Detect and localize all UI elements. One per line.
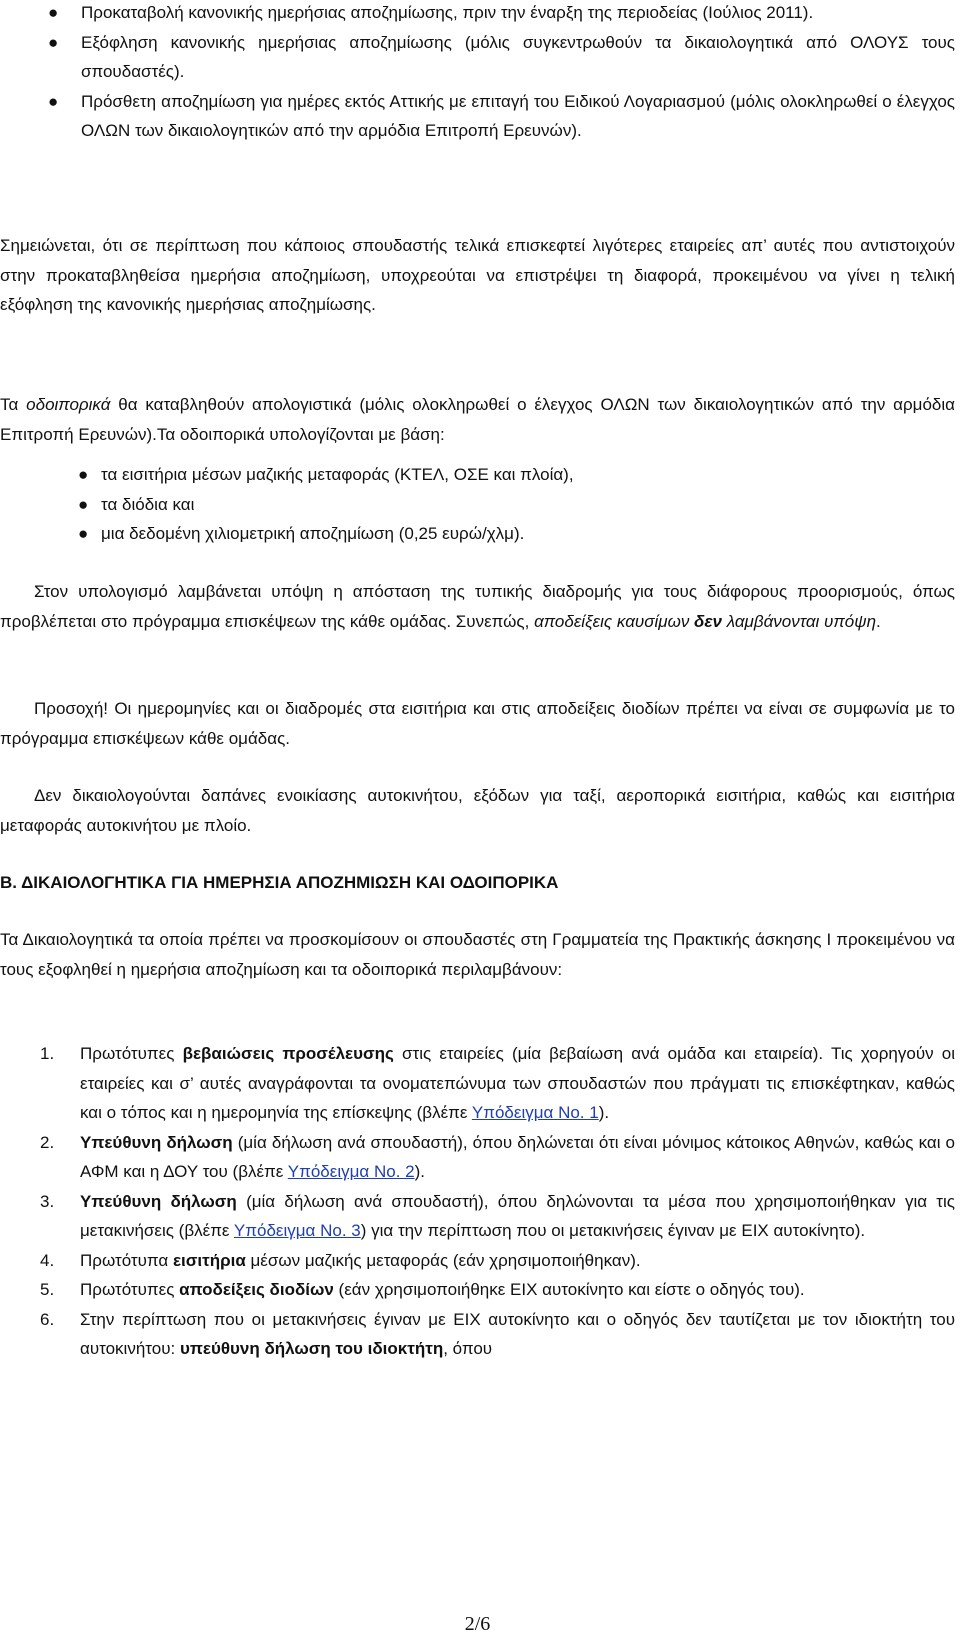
list-item-text: τα διόδια και <box>101 494 195 514</box>
list-item-text: Πρόσθετη αποζημίωση για ημέρες εκτός Αττικής με επιταγή του Ειδικού Λογαριασμού (μόλις ολοκληρωθεί ο έλεγχος ΟΛΩΝ των δικαιολογητικών από την αρμόδια Επιτροπή Ερευνών). <box>81 91 955 140</box>
note-paragraph: Σημειώνεται, ότι σε περίπτωση που κάποιος σπουδαστής τελικά επισκεφτεί λιγότερες εταιρείες απ’ αυτές που αντιστοιχούν στην προκαταβληθείσα ημερήσια αποζημίωση, υποχρεούται να επιστρέψει τη διαφορά, προκειμένου να γίνει η τελική εξόφληση της κανονικής ημερήσιας αποζημίωσης. <box>0 236 955 314</box>
list-item-text: μια δεδομένη χιλιομετρική αποζημίωση (0,25 ευρώ/χλμ). <box>101 524 525 543</box>
travel-expenses-paragraph <box>0 390 955 449</box>
template-1-link[interactable]: Υπόδειγμα No. 1 <box>471 1103 599 1122</box>
list-item-bold-text: εισιτήρια <box>172 1250 246 1270</box>
list-item <box>48 28 955 87</box>
list-item <box>48 0 955 28</box>
bullet-icon: ● <box>48 32 59 52</box>
list-item-bold-text: Υπεύθυνη δήλωση <box>80 1191 237 1211</box>
section-heading: Β. ΔΙΚΑΙΟΛΟΓΗΤΙΚΑ ΓΙΑ ΗΜΕΡΗΣΙΑ ΑΠΟΖΗΜΙΩΣΗ ΚΑΙ ΟΔΟΙΠΟΡΙΚΑ <box>0 873 559 892</box>
list-item-number: 2. <box>40 1132 55 1152</box>
list-item <box>48 87 955 146</box>
payment-stages-list <box>48 0 955 146</box>
calculation-paragraph <box>0 577 955 636</box>
list-item-number: 3. <box>40 1191 55 1211</box>
list-item-4 <box>40 1246 955 1276</box>
excluded-expenses-paragraph: Δεν δικαιολογούνται δαπάνες ενοικίασης αυτοκινήτου, εξόδων για ταξί, αεροπορικά εισιτήρια, καθώς και εισιτήρια μεταφοράς αυτοκινήτου με πλοίο. <box>0 786 955 835</box>
bullet-icon: ● <box>78 465 89 484</box>
intro-paragraph: Τα Δικαιολογητικά τα οποία πρέπει να προσκομίσουν οι σπουδαστές στη Γραμματεία της Πρακτικής άσκησης Ι προκειμένου να τους εξοφληθεί η ημερήσια αποζημίωση και τα οδοιπορικά περιλαμβάνουν: <box>0 930 955 979</box>
list-item-number: 5. <box>40 1280 55 1299</box>
list-item-number: 4. <box>40 1250 55 1270</box>
paragraph-text: Τα <box>0 395 27 414</box>
strong-emphasis-text: δεν <box>694 611 723 631</box>
paragraph-text: Στον υπολογισμό λαμβάνεται υπόψη η απόσταση της τυπικής διαδρομής για τους διάφορους προορισμούς, όπως προβλέπεται στο πρόγραμμα επισκέψεων της κάθε ομάδας. Συνεπώς, <box>0 582 955 631</box>
list-item-text: μέσων μαζικής μεταφοράς (εάν χρησιμοποιήθηκαν). <box>245 1250 641 1270</box>
list-item-bold-text: βεβαιώσεις προσέλευσης <box>182 1044 394 1063</box>
list-item-text: Πρωτότυπα <box>80 1250 173 1270</box>
list-item-text: τα εισιτήρια μέσων μαζικής μεταφοράς (ΚΤΕΛ, ΟΣΕ και πλοία), <box>101 465 574 484</box>
list-item-text: Στην περίπτωση που οι μετακινήσεις έγιναν με ΕΙΧ αυτοκίνητο και ο οδηγός δεν ταυτίζεται με τον ιδιοκτήτη του αυτοκινήτου: <box>80 1309 955 1358</box>
list-item-bold-text: υπεύθυνη δήλωση του ιδιοκτήτη <box>179 1339 444 1358</box>
list-item-5 <box>40 1275 955 1305</box>
list-item <box>78 460 955 490</box>
list-item-number: 6. <box>40 1309 55 1329</box>
list-item-bold-text: Υπεύθυνη δήλωση <box>80 1132 233 1152</box>
list-item-3 <box>40 1187 955 1246</box>
template-3-link[interactable]: Υπόδειγμα No. 3 <box>233 1221 361 1240</box>
travel-basis-list <box>78 460 955 549</box>
list-item-text: Εξόφληση κανονικής ημερήσιας αποζημίωσης (μόλις συγκεντρωθούν τα δικαιολογητικά από ΟΛΟΥΣ τους σπουδαστές). <box>81 32 955 81</box>
list-item-text: Προκαταβολή κανονικής ημερήσιας αποζημίωσης, πριν την έναρξη της περιοδείας (Ιούλιος 2011). <box>81 3 814 22</box>
emphasis-text: λαμβάνονται υπόψη <box>722 611 877 631</box>
list-item-text: ) για την περίπτωση που οι μετακινήσεις έγιναν με ΕΙΧ αυτοκίνητο). <box>360 1221 866 1240</box>
list-item-text: , όπου <box>443 1339 493 1358</box>
paragraph-text: θα καταβληθούν απολογιστικά (μόλις ολοκληρωθεί ο έλεγχος ΟΛΩΝ των δικαιολογητικών από την αρμόδια Επιτροπή Ερευνών).Τα οδοιπορικά υπολογίζονται με βάση: <box>0 395 955 444</box>
list-item-text: Πρωτότυπες <box>80 1044 183 1063</box>
bullet-icon: ● <box>48 3 59 22</box>
attention-paragraph: Προσοχή! Οι ημερομηνίες και οι διαδρομές στα εισιτήρια και στις αποδείξεις διοδίων πρέπει να είναι σε συμφωνία με το πρόγραμμα επισκέψεων κάθε ομάδας. <box>0 699 955 748</box>
emphasis-text: οδοιπορικά <box>26 395 111 414</box>
template-2-link[interactable]: Υπόδειγμα No. 2 <box>287 1162 415 1181</box>
emphasis-text: αποδείξεις καυσίμων <box>534 611 695 631</box>
list-item <box>78 490 955 520</box>
bullet-icon: ● <box>78 524 89 543</box>
list-item-1 <box>40 1039 955 1128</box>
bullet-icon: ● <box>48 91 59 111</box>
list-item-text: ). <box>598 1103 610 1122</box>
list-item-text: (μία δήλωση ανά σπουδαστή), όπου δηλώνονται τα μέσα που χρησιμοποιήθηκαν για τις μετακινήσεις (βλέπε <box>80 1191 955 1240</box>
bullet-icon: ● <box>78 494 89 514</box>
list-item-2 <box>40 1128 955 1187</box>
required-documents-list <box>40 1039 955 1364</box>
list-item-text: (μία δήλωση ανά σπουδαστή), όπου δηλώνεται ότι είναι μόνιμος κάτοικος Αθηνών, καθώς και ο ΑΦΜ και η ΔΟΥ του (βλέπε <box>80 1132 956 1181</box>
list-item-6 <box>40 1305 955 1364</box>
page-number: 2/6 <box>464 1613 491 1635</box>
list-item-text: στις εταιρείες (μία βεβαίωση ανά ομάδα και εταιρεία). Τις χορηγούν οι εταιρείες και σ’ αυτές αναγράφονται τα ονοματεπώνυμα των σπουδαστών που πράγματι τις επισκέφτηκαν, καθώς και ο τόπος και η ημερομηνία της επίσκεψης (βλέπε <box>80 1044 956 1122</box>
paragraph-text: . <box>876 611 881 631</box>
list-item-text: Πρωτότυπες <box>80 1280 180 1299</box>
list-item-text: ). <box>414 1162 425 1181</box>
list-item-text: (εάν χρησιμοποιήθηκε ΕΙΧ αυτοκίνητο και είστε ο οδηγός του). <box>333 1280 805 1299</box>
list-item <box>78 519 955 549</box>
list-item-bold-text: αποδείξεις διοδίων <box>179 1280 334 1299</box>
list-item-number: 1. <box>40 1044 55 1063</box>
